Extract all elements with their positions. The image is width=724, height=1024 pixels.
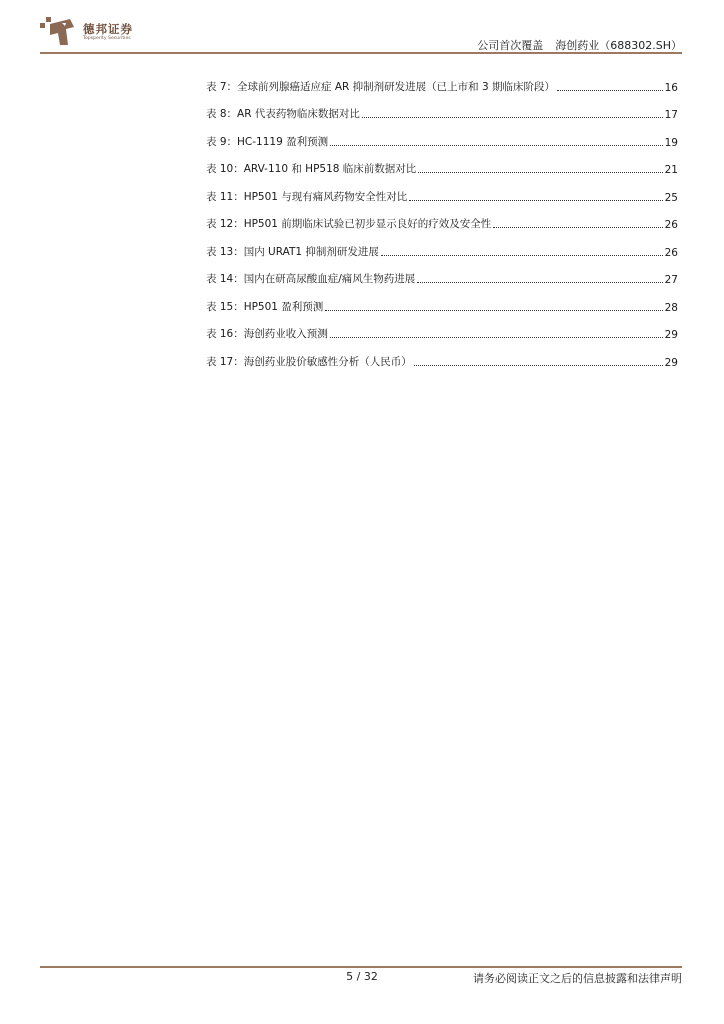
dot-leader	[414, 365, 663, 366]
dot-leader	[493, 227, 662, 228]
toc-entry[interactable]	[206, 341, 678, 369]
dot-leader	[409, 200, 662, 201]
toc-entry-label: 表 10：ARV-110 和 HP518 临床前数据对比	[206, 163, 417, 175]
toc-entry-page: 17	[664, 109, 678, 121]
page-number: 5 / 32	[346, 970, 378, 983]
toc-entry-page: 16	[664, 81, 678, 94]
dot-leader	[418, 172, 662, 173]
company-name: 海创药业（688302.SH）	[555, 39, 682, 52]
dot-leader	[325, 310, 662, 311]
toc-entry-label: 表 11：HP501 与现有痛风药物安全性对比	[206, 190, 408, 203]
toc-entry[interactable]	[206, 176, 678, 204]
toc-entry-page: 29	[664, 356, 678, 369]
toc-entry-page: 25	[664, 191, 678, 204]
dot-leader	[330, 337, 663, 338]
toc-entry[interactable]	[206, 314, 678, 342]
toc-entry[interactable]	[206, 286, 678, 314]
toc-entry-page: 27	[664, 274, 678, 286]
toc-entry-page: 19	[664, 136, 678, 149]
toc-entry[interactable]	[206, 231, 678, 259]
toc-entry-page: 28	[664, 301, 678, 314]
toc-entry[interactable]	[206, 204, 678, 232]
toc-entry-page: 26	[664, 246, 678, 259]
dot-leader	[557, 90, 663, 91]
toc-entry-label: 表 14：国内在研高尿酸血症/痛风生物药进展	[206, 273, 416, 285]
toc-entry-page: 29	[664, 329, 678, 341]
toc-entry-label: 表 8：AR 代表药物临床数据对比	[206, 108, 360, 120]
dot-leader	[381, 255, 663, 256]
toc-entry-page: 21	[664, 164, 678, 176]
dot-leader	[417, 282, 662, 283]
toc-entry[interactable]	[206, 259, 678, 287]
toc-entry-label: 表 12：HP501 前期临床试验已初步显示良好的疗效及安全性	[206, 218, 492, 230]
report-type: 公司首次覆盖	[477, 39, 544, 52]
toc-entry[interactable]	[206, 121, 678, 149]
table-list	[206, 66, 678, 369]
company-logo	[40, 15, 150, 49]
legal-disclaimer: 请务必阅读正文之后的信息披露和法律声明	[473, 972, 682, 985]
logo-mark-icon	[40, 15, 76, 49]
logo-text-cn: 德邦证券	[83, 22, 133, 36]
toc-entry-page: 26	[664, 219, 678, 231]
toc-entry[interactable]	[206, 149, 678, 177]
toc-entry-label: 表 15：HP501 盈利预测	[206, 300, 324, 313]
toc-entry-label: 表 7：全球前列腺癌适应症 AR 抑制剂研发进展（已上市和 3 期临床阶段）	[206, 80, 556, 93]
footer-rule	[40, 966, 682, 968]
toc-entry[interactable]	[206, 94, 678, 122]
header-title	[477, 37, 682, 53]
dot-leader	[330, 145, 663, 146]
toc-entry-label: 表 9：HC-1119 盈利预测	[206, 135, 329, 148]
logo-text-en: Topsperity Securities	[83, 36, 131, 41]
header-rule	[40, 52, 682, 54]
toc-entry[interactable]	[206, 66, 678, 94]
toc-entry-label: 表 13：国内 URAT1 抑制剂研发进展	[206, 245, 379, 258]
toc-entry-label: 表 17：海创药业股价敏感性分析（人民币）	[206, 355, 412, 368]
dot-leader	[362, 117, 663, 118]
toc-entry-label: 表 16：海创药业收入预测	[206, 328, 328, 340]
